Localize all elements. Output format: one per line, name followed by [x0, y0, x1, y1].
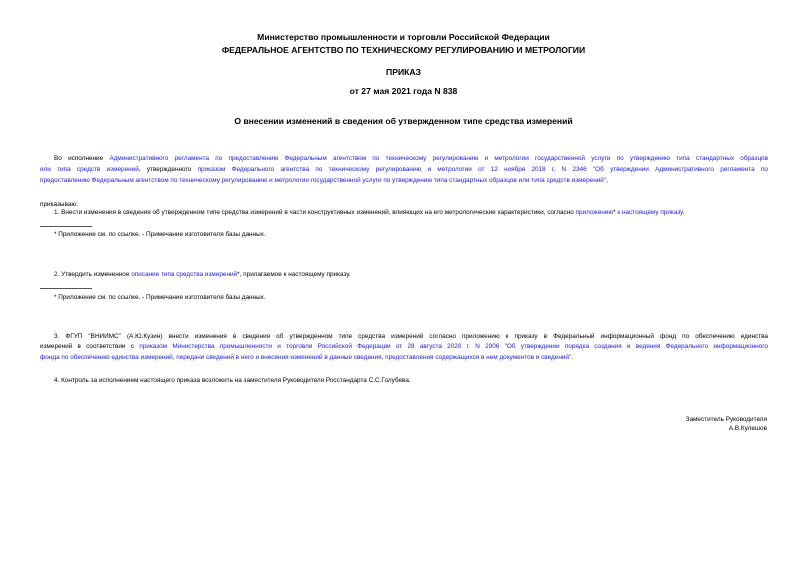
preamble-text: Во исполнение — [54, 155, 110, 162]
agency-name: ФЕДЕРАЛЬНОЕ АГЕНТСТВО ПО ТЕХНИЧЕСКОМУ РЕГУЛИРОВАНИЮ И МЕТРОЛОГИИ — [221, 45, 586, 55]
order-word: приказываю: — [40, 201, 78, 208]
doc-title: О внесении изменений в сведения об утвержденном типе средства измерений — [234, 116, 573, 126]
preamble-line-3 — [40, 175, 608, 186]
item-1 — [54, 207, 685, 218]
type-description-link[interactable]: описание типа средства измерений — [131, 271, 238, 278]
item-1-mark: * — [613, 209, 618, 216]
order-2906-link[interactable]: приказом Министерства промышленности и торговли Российской Федерации от 28 августа 2020 г. N 2906 "Об утверждении порядка создания и ведения Федерального информационного — [139, 343, 768, 350]
preamble-text: , — [606, 177, 608, 184]
order-2906-link-cont[interactable]: фонда по обеспечению единства измерений, передачи сведений в него и внесения изменений в данные сведения, предоставления содержащихся в нем документов и сведений" — [40, 354, 572, 361]
this-order-link[interactable]: к настоящему приказу — [617, 209, 683, 216]
preamble-line-1 — [54, 155, 768, 162]
signatory-position: Заместитель Руководителя — [685, 416, 767, 423]
order-2346-link-cont[interactable]: предоставлению Федеральным агентством по техническому регулированию и метрологии государственной услуги по утверждению типа стандартных образцов или типа средств измерений" — [40, 177, 607, 184]
item-1-text: 1. Внести изменения в сведения об утвержденном типе средства измерений в части конструктивных изменений, влияющих на его метрологические характеристики, согласно — [54, 209, 576, 216]
footnote-rule — [40, 226, 92, 227]
item-2-text: 2. Утвердить измененное — [54, 271, 132, 278]
instrument-type-link[interactable]: или типа средств измерений — [40, 166, 139, 173]
footnote-rule — [40, 288, 92, 289]
item-3-end: . — [571, 354, 574, 361]
doc-type: ПРИКАЗ — [386, 67, 421, 77]
footnote-1: * Приложение см. по ссылке. - Примечание изготовителя базы данных. — [54, 231, 266, 238]
item-2-end: *, прилагаемое к настоящему приказу. — [237, 271, 351, 278]
doc-date: от 27 мая 2021 года N 838 — [349, 86, 458, 96]
footnote-2: * Приложение см. по ссылке. - Примечание изготовителя базы данных. — [54, 294, 266, 301]
item-3-text: 3. ФГУП "ВНИИМС" (А.Ю.Кузин) внести изменения в сведения об утвержденном типе средства измерений согласно приложению к приказу в Федеральный информационный фонд по обеспечению единства — [54, 333, 768, 340]
item-4: 4. Контроль за исполнением настоящего приказа возложить на заместителя Руководителя Росстандарта С.С.Голубева. — [54, 377, 411, 384]
item-3-line-3 — [40, 352, 573, 363]
ministry-name: Министерство промышленности и торговли Российской Федерации — [257, 32, 550, 42]
item-3-line-2 — [40, 343, 768, 350]
item-3-text: измерений в соответствии с — [40, 343, 140, 350]
preamble-text: , утвержденного — [138, 166, 198, 173]
preamble-line-2 — [40, 166, 768, 173]
appendix-link[interactable]: приложению — [575, 209, 614, 216]
item-2 — [54, 269, 351, 280]
item-3-line-1 — [54, 333, 768, 340]
regulation-link[interactable]: Административного регламента по предоставлению Федеральным агентством по техническому регулированию и метрологии государственной услуги по утверждению типа стандартных образцов — [109, 155, 768, 162]
item-1-end: . — [682, 209, 685, 216]
order-2346-link[interactable]: приказом Федерального агентства по техническому регулированию и метрологии от 12 ноября 2018 г. N 2346 "Об утверждении Административного регламента по — [197, 166, 768, 173]
signatory-name: А.В.Кулешов — [728, 425, 767, 432]
